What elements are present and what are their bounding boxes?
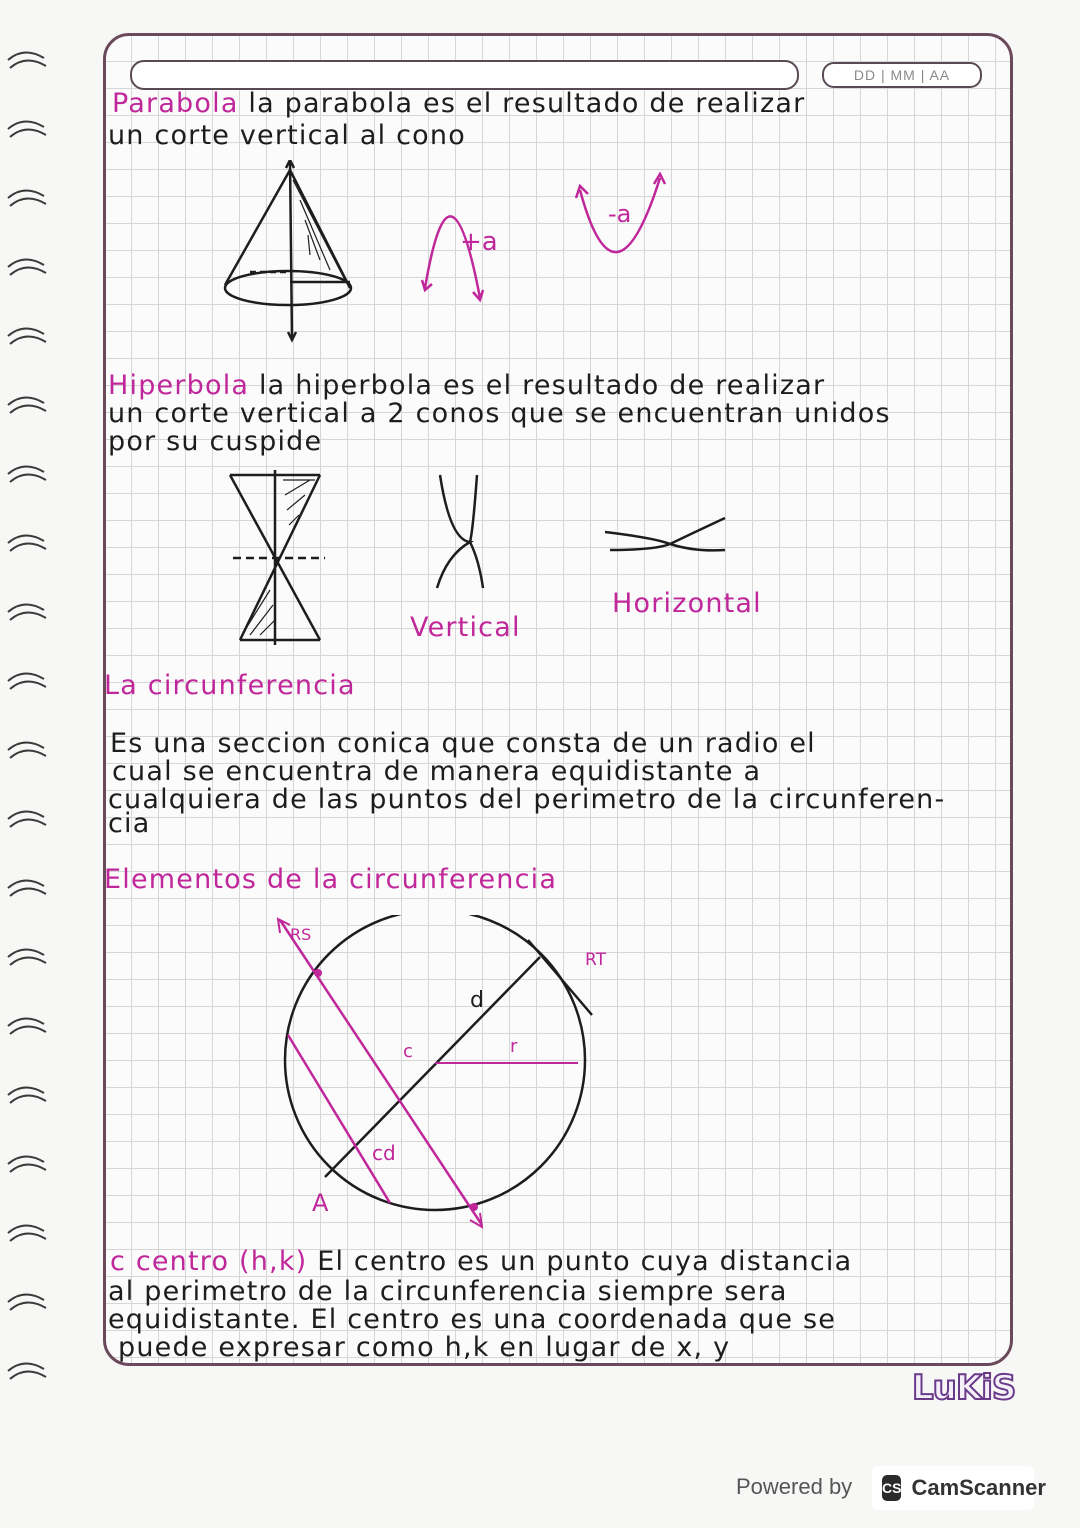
parabola-heading-line [112,90,805,118]
spiral-ring [8,535,46,551]
spiral-ring [8,811,46,827]
center-text-4: puede expresar como h,k en lugar de x, y [118,1332,731,1363]
spiral-ring [8,1225,46,1241]
center-text-3: equidistante. El centro es una coordenada que se [108,1304,837,1335]
circle-title: La circunferencia [104,670,356,701]
center-label: c [403,1041,413,1062]
lukis-logo: LuKiS [912,1368,1016,1408]
circle-def-3: cualquiera de las puntos del perimetro de la circunferen- [108,784,946,815]
vertical-label: Vertical [410,612,521,643]
tangent-line [528,940,592,1015]
hyperbola-text-3: por su cuspide [108,426,323,457]
date-field: DD | MM | AA [822,62,982,88]
spiral-ring [8,1294,46,1310]
vertical-hyperbola [437,475,483,588]
parabola-text-1: la parabola es el resultado de realizar [248,88,806,119]
spiral-ring [8,673,46,689]
center-line-1 [110,1248,852,1276]
spiral-ring [8,1156,46,1172]
spiral-ring [8,1018,46,1034]
spiral-ring [8,949,46,965]
horizontal-hyperbola [605,518,725,550]
tangent-label: RT [585,950,606,970]
hyperbola-text-1: la hiperbola es el resultado de realizar [258,370,826,401]
center-text-2: al perimetro de la circunferencia siempre sera [108,1276,788,1307]
circle-def-1: Es una seccion conica que consta de un radio el [110,728,816,759]
elements-title: Elementos de la circunferencia [104,864,558,895]
hyperbola-title: Hiperbola [108,370,250,401]
spiral-ring [8,259,46,275]
parabola-figures [210,160,690,350]
spiral-ring [8,190,46,206]
cone-sketch [225,160,351,340]
spiral-ring [8,397,46,413]
parabola-title: Parabola [112,88,239,119]
chord-label: cd [372,1141,396,1165]
circle-def-2: cual se encuentra de manera equidistante a [112,756,762,787]
spiral-ring [8,1087,46,1103]
circle-def-4: cia [108,808,151,839]
spiral-ring [8,1363,46,1379]
spiral-ring [8,466,46,482]
spiral-ring [8,328,46,344]
circle-diagram [260,915,640,1235]
header-title-bar [130,60,799,90]
hyperbola-text-2: un corte vertical a 2 conos que se encuentran unidos [108,398,891,429]
chord-line [288,1035,390,1203]
camscanner-badge [872,1466,1046,1510]
spiral-ring [8,52,46,68]
spiral-binding [0,20,60,1420]
center-term: c centro (h,k) [110,1246,308,1277]
camscanner-icon: CS [882,1475,901,1501]
diameter-label: d [470,988,484,1013]
center-text-1: El centro es un punto cuya distancia [317,1246,853,1277]
minus-a-label: -a [608,200,632,228]
double-cone-sketch [230,470,325,645]
diameter-line [325,957,540,1177]
spiral-ring [8,880,46,896]
powered-by-text: Powered by [736,1474,853,1499]
spiral-ring [8,742,46,758]
point-a-label: A [312,1189,329,1217]
hyperbola-heading-line [108,372,825,400]
plus-a-label: +a [460,227,498,257]
horizontal-label: Horizontal [612,588,762,619]
spiral-ring [8,604,46,620]
secant-label: RS [290,925,312,944]
spiral-ring [8,121,46,137]
parabola-text-2: un corte vertical al cono [108,120,466,151]
camscanner-text: CamScanner [911,1475,1046,1500]
radius-label: r [510,1036,518,1057]
